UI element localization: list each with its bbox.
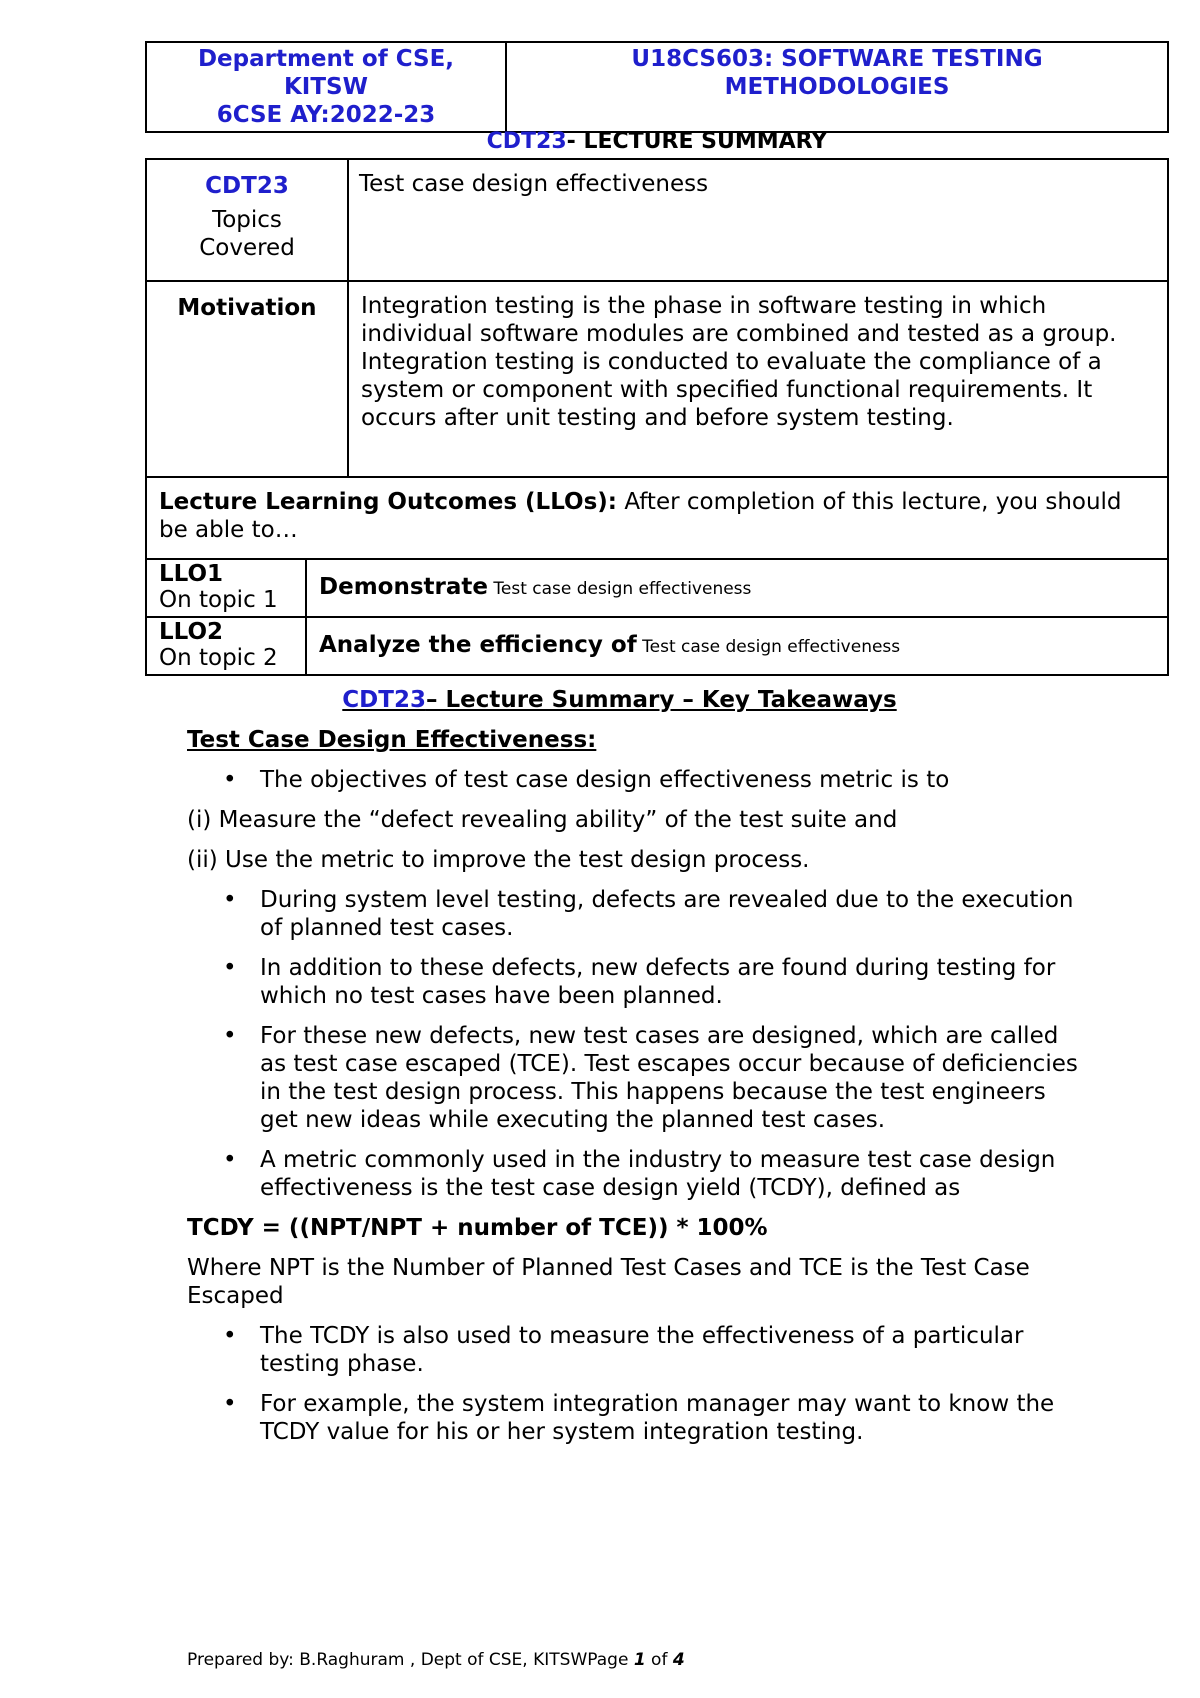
llo-intro-heading: Lecture Learning Outcomes (LLOs): bbox=[159, 489, 618, 515]
llo-outcome bbox=[306, 617, 1168, 675]
bullet-icon: • bbox=[223, 955, 237, 981]
department-cell bbox=[146, 42, 506, 132]
bullet-item bbox=[187, 1322, 1087, 1378]
topics-label-line2: Covered bbox=[199, 235, 295, 261]
bullet-item bbox=[187, 1390, 1087, 1446]
bullet-text: The objectives of test case design effectiveness metric is to bbox=[260, 767, 950, 793]
page-title-text: - LECTURE SUMMARY bbox=[566, 129, 828, 154]
page-number: 1 bbox=[633, 1650, 646, 1670]
bullet-text: A metric commonly used in the industry to measure test case design effectiveness is the test case design yield (TCDY), defined as bbox=[260, 1147, 1056, 1201]
llo-intro bbox=[146, 477, 1168, 559]
llo-row bbox=[146, 559, 1168, 617]
bullet-icon: • bbox=[223, 1323, 237, 1349]
llo-id-cell bbox=[146, 559, 306, 617]
bullet-item bbox=[187, 886, 1087, 942]
course-title-line2: METHODOLOGIES bbox=[724, 74, 950, 100]
course-cell bbox=[506, 42, 1168, 132]
llo-id: LLO1 bbox=[159, 561, 224, 587]
bullet-item bbox=[187, 1022, 1087, 1134]
llo-verb: Analyze the efficiency of bbox=[319, 632, 637, 658]
topics-covered-text: Test case design effectiveness bbox=[348, 159, 1168, 281]
llo-topic: On topic 2 bbox=[159, 645, 278, 671]
footer-prefix: Prepared by: B.Raghuram , Dept of CSE, KITSWPage bbox=[187, 1650, 634, 1670]
motivation-text: Integration testing is the phase in software testing in which individual software modules are combined and tested as a group. Integration testing is conducted to evaluate the compliance of a system or component with specified functional requirements. It occurs after unit testing and before system testing. bbox=[348, 281, 1168, 477]
bullet-item bbox=[187, 766, 1087, 794]
footer-of: of bbox=[645, 1650, 673, 1670]
llo-outcome bbox=[306, 559, 1168, 617]
bullet-text: For example, the system integration manager may want to know the TCDY value for his or her system integration testing. bbox=[260, 1391, 1055, 1445]
page-total: 4 bbox=[672, 1650, 685, 1670]
page-title bbox=[145, 129, 1169, 154]
llo-intro-text: After completion of this lecture, you should be able to… bbox=[159, 489, 1122, 543]
paragraph: (ii) Use the metric to improve the test design process. bbox=[187, 847, 810, 873]
page-title-code: CDT23 bbox=[486, 129, 567, 154]
bullet-item bbox=[187, 1146, 1087, 1202]
llo-id-cell bbox=[146, 617, 306, 675]
bullet-icon: • bbox=[223, 1147, 237, 1173]
bullet-icon: • bbox=[223, 1391, 237, 1417]
semester-year: 6CSE AY:2022-23 bbox=[216, 102, 436, 128]
topics-label-cell bbox=[146, 159, 348, 281]
llo-text: Test case design effectiveness bbox=[487, 579, 752, 599]
takeaways-title-text: – Lecture Summary – Key Takeaways bbox=[425, 687, 897, 713]
section-heading: Test Case Design Effectiveness: bbox=[187, 727, 597, 753]
topics-label-line1: Topics bbox=[212, 207, 282, 233]
bullet-text: In addition to these defects, new defects are found during testing for which no test cases have been planned. bbox=[260, 955, 1056, 1009]
bullet-icon: • bbox=[223, 887, 237, 913]
bullet-item bbox=[187, 954, 1087, 1010]
topics-code: CDT23 bbox=[205, 173, 289, 199]
bullet-text: For these new defects, new test cases are designed, which are called as test case escaped (TCE). Test escapes occur because of deficiencies in the test design process. This happens because the test engineers get new ideas while executing the planned test cases. bbox=[260, 1023, 1078, 1133]
llo-table bbox=[145, 558, 1169, 676]
llo-verb: Demonstrate bbox=[319, 574, 488, 600]
llo-id: LLO2 bbox=[159, 619, 224, 645]
motivation-label: Motivation bbox=[146, 281, 348, 477]
page-footer bbox=[187, 1650, 685, 1670]
takeaways-code: CDT23 bbox=[342, 687, 426, 713]
paragraph: Where NPT is the Number of Planned Test Cases and TCE is the Test Case Escaped bbox=[187, 1255, 1030, 1309]
takeaways-title bbox=[152, 686, 1087, 714]
llo-topic: On topic 1 bbox=[159, 587, 278, 613]
bullet-text: The TCDY is also used to measure the effectiveness of a particular testing phase. bbox=[260, 1323, 1024, 1377]
paragraph: (i) Measure the “defect revealing ability” of the test suite and bbox=[187, 807, 898, 833]
bullet-text: During system level testing, defects are revealed due to the execution of planned test cases. bbox=[260, 887, 1074, 941]
course-title-line1: U18CS603: SOFTWARE TESTING bbox=[631, 46, 1043, 72]
tcdy-formula: TCDY = ((NPT/NPT + number of TCE)) * 100% bbox=[187, 1215, 768, 1241]
institute-name: KITSW bbox=[283, 74, 368, 100]
header-table bbox=[145, 41, 1169, 133]
bullet-icon: • bbox=[223, 767, 237, 793]
summary-table bbox=[145, 158, 1169, 560]
bullet-icon: • bbox=[223, 1023, 237, 1049]
llo-row bbox=[146, 617, 1168, 675]
department-name: Department of CSE, bbox=[197, 46, 455, 72]
key-takeaways bbox=[187, 686, 1087, 1458]
llo-text: Test case design effectiveness bbox=[636, 637, 901, 657]
